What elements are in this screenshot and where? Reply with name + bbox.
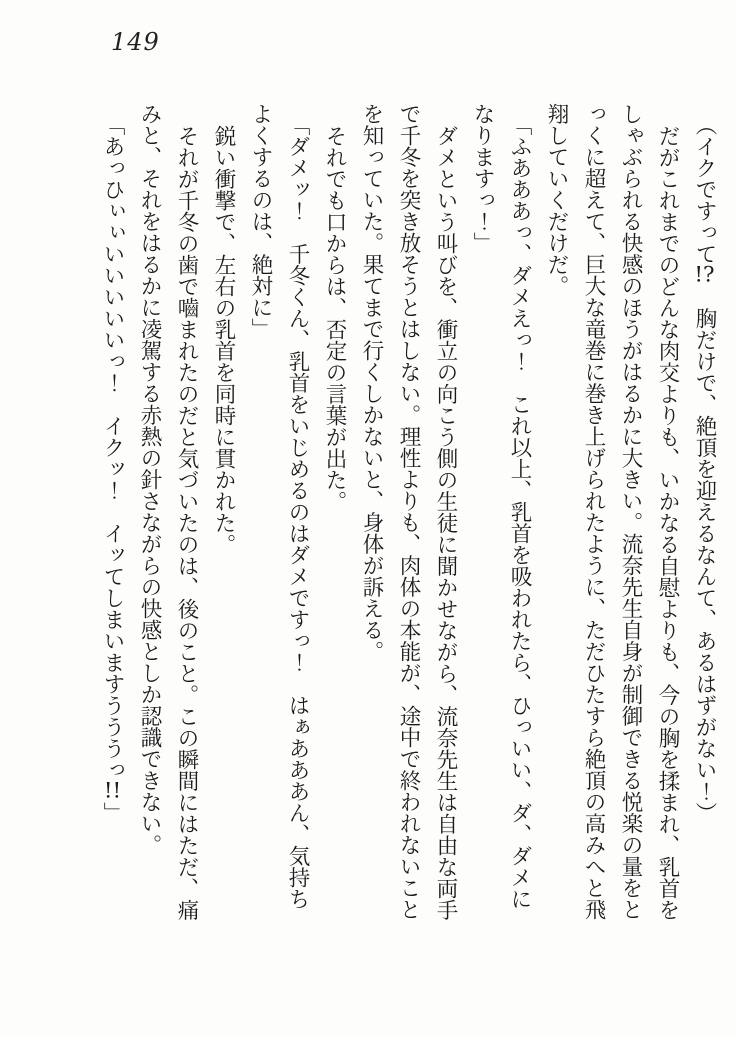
body-text — [94, 103, 723, 921]
paragraph-2: だがこれまでのどんな肉交よりも、いかなる自慰よりも、今の胸を揉まれ、乳首をしゃぶられる快感のほうがはるかに大きい。流奈先生自身が制御できる悦楽の量をとっくに超えて、巨大な竜巻に巻き上げられたように、ただひたすら絶頂の高みへと飛翔していくだけだ。 — [544, 103, 680, 920]
paragraph-1: （イクですって!? 胸だけで、絶頂を迎えるなんて、あるはずがない！） — [692, 113, 717, 824]
page-number: 149 — [111, 28, 160, 56]
paragraph-8: それが千冬の歯で嚙まれたのだと気づいたのは、後のこと。この瞬間にはただ、痛みと、それをはるかに凌駕する赤熱の針さながらの快感としか認識できない。 — [137, 103, 199, 920]
tate-chu-yoko: !! — [103, 780, 122, 802]
tate-chu-yoko: !? — [694, 264, 715, 286]
paragraph-3: 「ふあああっ、ダメえっ！ これ以上、乳首を吸われたら、ひっいい、ダ、ダメになりますっ！」 — [470, 103, 532, 910]
paragraph-4: ダメという叫びを、衝立の向こう側の生徒に聞かせながら、流奈先生は自由な両手で千冬を突き放そうとはしない。理性よりも、肉体の本能が、途中で終われないことを知っていた。果てまで行くしかないと、身体が訴える。 — [359, 103, 458, 920]
paragraph-5: それでも口からは、否定の言葉が出た。 — [322, 124, 347, 512]
paragraph-9: 「あっひぃぃいいいいいっ！ イクッ！ イッてしまいますうううっ!!」 — [100, 113, 125, 824]
paragraph-7: 鋭い衝撃で、左右の乳首を同時に貫かれた。 — [211, 124, 236, 555]
paragraph-6: 「ダメッ！ 千冬くん、乳首をいじめるのはダメですっ！ はぁあああん、気持ちよくするのは、絶対に」 — [248, 103, 310, 910]
